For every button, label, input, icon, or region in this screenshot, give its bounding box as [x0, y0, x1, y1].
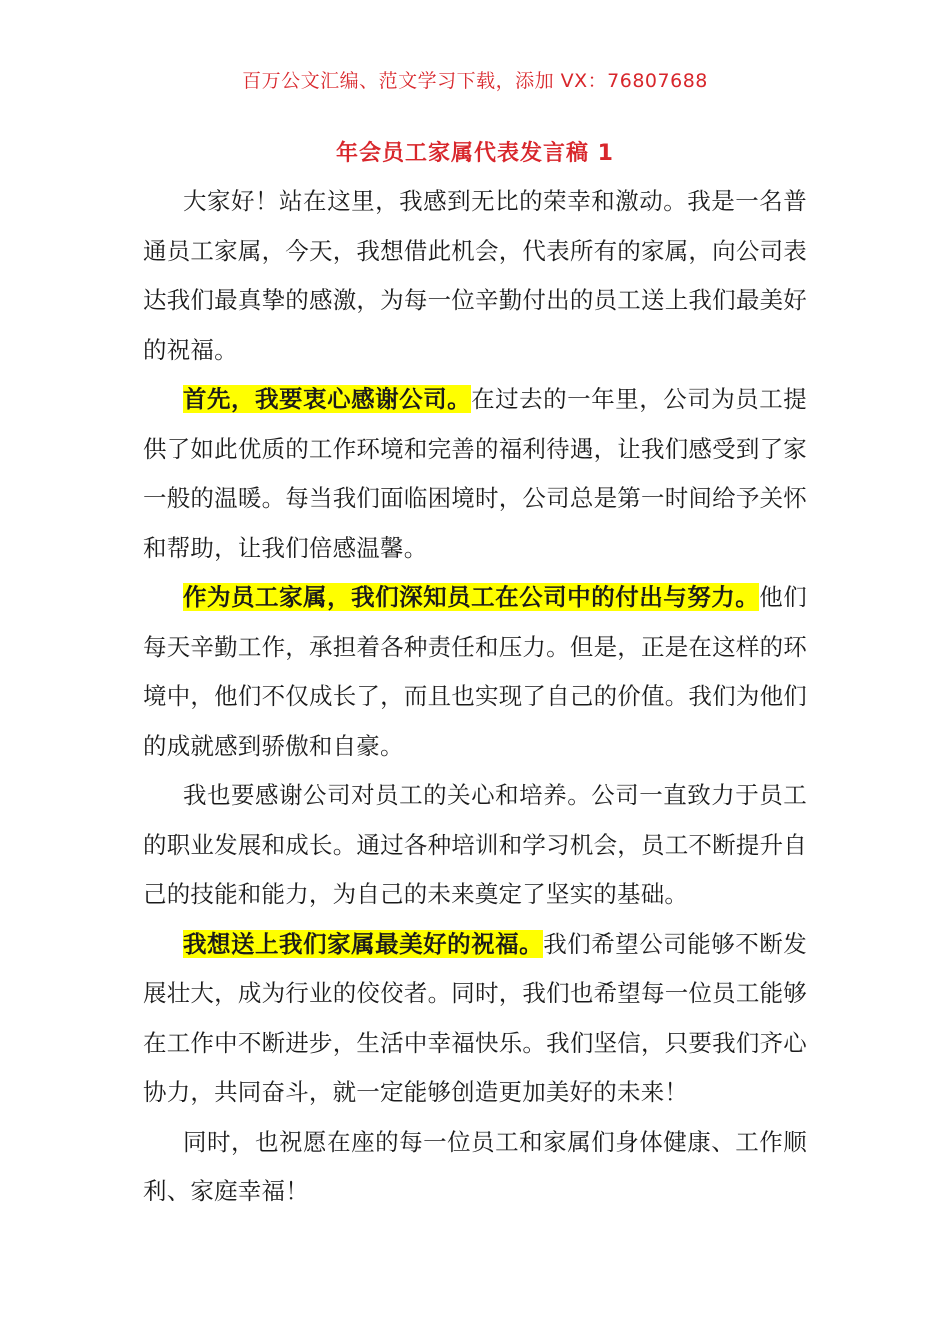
- highlighted-lead: 作为员工家属，我们深知员工在公司中的付出与努力。: [183, 583, 760, 611]
- paragraph-6: [143, 1118, 807, 1217]
- highlighted-lead: 我想送上我们家属最美好的祝福。: [183, 929, 544, 958]
- paragraph-4: [143, 771, 807, 920]
- paragraph-text: 我也要感谢公司对员工的关心和培养。公司一直致力于员工的职业发展和成长。通过各种培训和学习机会，员工不断提升自己的技能和能力，为自己的未来奠定了坚实的基础。: [143, 781, 807, 908]
- paragraph-2: [143, 375, 807, 573]
- paragraph-5: [143, 920, 807, 1118]
- paragraph-text: 大家好！站在这里，我感到无比的荣幸和激动。我是一名普通员工家属，今天，我想借此机会，代表所有的家属，向公司表达我们最真挚的感激，为每一位辛勤付出的员工送上我们最美好的祝福。: [143, 187, 807, 364]
- paragraph-text: 在过去的一年里，公司为员工提供了如此优质的工作环境和完善的福利待遇，让我们感受到了家一般的温暖。每当我们面临困境时，公司总是第一时间给予关怀和帮助，让我们倍感温馨。: [143, 385, 807, 562]
- paragraph-text: 我们希望公司能够不断发展壮大，成为行业的佼佼者。同时，我们也希望每一位员工能够在工作中不断进步，生活中幸福快乐。我们坚信，只要我们齐心协力，共同奋斗，就一定能够创造更加美好的未来！: [143, 929, 808, 1106]
- document-body: [143, 177, 807, 1217]
- paragraph-text: 同时，也祝愿在座的每一位员工和家属们身体健康、工作顺利、家庭幸福！: [143, 1127, 807, 1205]
- paragraph-text: 他们每天辛勤工作，承担着各种责任和压力。但是，正是在这样的环境中，他们不仅成长了，而且也实现了自己的价值。我们为他们的成就感到骄傲和自豪。: [143, 583, 807, 760]
- document-title: 年会员工家属代表发言稿 1: [336, 141, 614, 166]
- paragraph-3: [143, 573, 807, 771]
- header-note: 百万公文汇编、范文学习下载，添加 VX：76807688: [242, 70, 708, 92]
- paragraph-1: [143, 177, 807, 375]
- highlighted-lead: 首先，我要衷心感谢公司。: [183, 385, 472, 413]
